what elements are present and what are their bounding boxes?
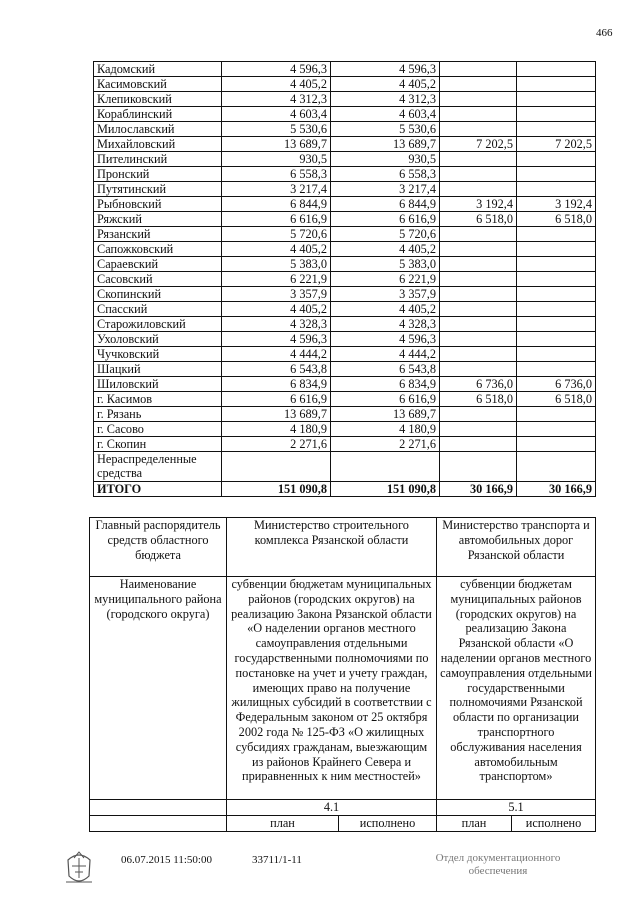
table-row (94, 437, 596, 452)
amount-v3 (440, 182, 517, 197)
amount-v2: 4 312,3 (331, 92, 440, 107)
amount-v3 (440, 407, 517, 422)
page-number: 466 (596, 27, 613, 39)
total-value-1: 151 090,8 (222, 482, 331, 497)
amount-v2: 6 844,9 (331, 197, 440, 212)
amount-v1: 930,5 (222, 152, 331, 167)
amount-v2: 4 603,4 (331, 107, 440, 122)
header-municipality-name: Наименование муниципального района (городского округа) (90, 577, 227, 800)
municipality-name: Путятинский (94, 182, 222, 197)
footer-stamp (418, 852, 578, 878)
amount-v1: 4 312,3 (222, 92, 331, 107)
amount-v3 (440, 422, 517, 437)
table-row (94, 332, 596, 347)
plan-label-2: план (437, 815, 512, 831)
header-ministry-transport: Министерство транспорта и автомобильных дорог Рязанской области (437, 518, 596, 577)
amount-v2: 6 558,3 (331, 167, 440, 182)
municipality-name: Скопинский (94, 287, 222, 302)
table-row (94, 227, 596, 242)
amount-v3 (440, 242, 517, 257)
amount-v3 (440, 437, 517, 452)
amount-v4: 6 518,0 (517, 212, 596, 227)
amount-v3 (440, 152, 517, 167)
amount-v3 (440, 302, 517, 317)
footer-doc-number: 33711/1-11 (252, 854, 302, 866)
total-value-3: 30 166,9 (440, 482, 517, 497)
table-row (94, 392, 596, 407)
table-row (94, 317, 596, 332)
code-4-1: 4.1 (227, 800, 437, 816)
amount-v4 (517, 152, 596, 167)
amount-v4 (517, 182, 596, 197)
amount-v3 (440, 122, 517, 137)
amount-v1: 13 689,7 (222, 137, 331, 152)
table-row (94, 362, 596, 377)
amount-v4 (517, 287, 596, 302)
table-row (94, 182, 596, 197)
amount-v1: 4 596,3 (222, 332, 331, 347)
done-label-2: исполнено (512, 815, 596, 831)
amount-v3 (440, 62, 517, 77)
unallocated-row (94, 452, 596, 482)
total-value-2: 151 090,8 (331, 482, 440, 497)
lower-header-table (89, 517, 596, 832)
amount-v4 (517, 122, 596, 137)
amount-v2: 13 689,7 (331, 407, 440, 422)
plan-label-1: план (227, 815, 339, 831)
header-budget-manager: Главный распорядитель средств областного бюджета (90, 518, 227, 577)
table-row (94, 377, 596, 392)
municipality-name: г. Скопин (94, 437, 222, 452)
table-row (94, 197, 596, 212)
amount-v2: 930,5 (331, 152, 440, 167)
municipality-name: Кадомский (94, 62, 222, 77)
amount-v3 (440, 92, 517, 107)
amount-v2: 6 616,9 (331, 392, 440, 407)
table-row (94, 272, 596, 287)
amount-v3: 6 518,0 (440, 212, 517, 227)
amount-v4 (517, 227, 596, 242)
table-row (94, 122, 596, 137)
header-ministry-construction: Министерство строительного комплекса Рязанской области (227, 518, 437, 577)
amount-v2: 6 221,9 (331, 272, 440, 287)
municipality-name: Шиловский (94, 377, 222, 392)
amount-v4 (517, 257, 596, 272)
amount-v2: 6 616,9 (331, 212, 440, 227)
total-value-4: 30 166,9 (517, 482, 596, 497)
amount-v4 (517, 317, 596, 332)
total-label: ИТОГО (94, 482, 222, 497)
amount-v1: 5 383,0 (222, 257, 331, 272)
municipality-name: Сапожковский (94, 242, 222, 257)
amount-v1: 4 444,2 (222, 347, 331, 362)
amount-v4 (517, 422, 596, 437)
municipality-name: Пителинский (94, 152, 222, 167)
municipality-name: Михайловский (94, 137, 222, 152)
amount-v4 (517, 272, 596, 287)
stamp-line-1: Отдел документационного (435, 852, 561, 864)
amount-v1: 4 405,2 (222, 77, 331, 92)
total-row (94, 482, 596, 497)
amount-v4: 3 192,4 (517, 197, 596, 212)
amount-v1: 2 271,6 (222, 437, 331, 452)
amount-v2: 5 720,6 (331, 227, 440, 242)
municipality-name: Чучковский (94, 347, 222, 362)
municipality-name: Сасовский (94, 272, 222, 287)
amount-v4: 6 736,0 (517, 377, 596, 392)
table-row (94, 167, 596, 182)
table-row (94, 137, 596, 152)
amount-v2: 4 444,2 (331, 347, 440, 362)
amount-v4 (517, 332, 596, 347)
amount-v2: 4 596,3 (331, 332, 440, 347)
code-5-1: 5.1 (437, 800, 596, 816)
amount-v1: 4 405,2 (222, 242, 331, 257)
amount-v4 (517, 242, 596, 257)
table-row (94, 407, 596, 422)
municipality-name: Шацкий (94, 362, 222, 377)
amount-v3 (440, 317, 517, 332)
amount-v1: 5 720,6 (222, 227, 331, 242)
table-row (94, 152, 596, 167)
table-row (94, 242, 596, 257)
amount-v3 (440, 77, 517, 92)
amount-v1: 6 616,9 (222, 392, 331, 407)
amount-v1: 4 328,3 (222, 317, 331, 332)
municipality-name: Милославский (94, 122, 222, 137)
amount-v4 (517, 347, 596, 362)
table-row (94, 92, 596, 107)
coat-of-arms-icon (62, 848, 96, 888)
municipality-name: Пронский (94, 167, 222, 182)
amount-v4 (517, 437, 596, 452)
municipality-name: Сараевский (94, 257, 222, 272)
amount-v2: 4 405,2 (331, 302, 440, 317)
amount-v4 (517, 167, 596, 182)
amount-v2: 4 180,9 (331, 422, 440, 437)
municipality-name: г. Сасово (94, 422, 222, 437)
amount-v4 (517, 302, 596, 317)
municipality-name: Рязанский (94, 227, 222, 242)
municipality-name: Клепиковский (94, 92, 222, 107)
table-row (94, 77, 596, 92)
municipality-name: Рыбновский (94, 197, 222, 212)
amount-v2: 3 217,4 (331, 182, 440, 197)
amount-v4 (517, 107, 596, 122)
amount-v1: 6 543,8 (222, 362, 331, 377)
table-row (94, 287, 596, 302)
amount-v2: 6 543,8 (331, 362, 440, 377)
amount-v4 (517, 62, 596, 77)
amount-v2: 5 530,6 (331, 122, 440, 137)
table-row (94, 107, 596, 122)
amount-v1: 13 689,7 (222, 407, 331, 422)
upper-allocation-table (93, 61, 596, 497)
amount-v1: 6 221,9 (222, 272, 331, 287)
municipality-name: Ухоловский (94, 332, 222, 347)
amount-v1: 4 596,3 (222, 62, 331, 77)
amount-v1: 3 357,9 (222, 287, 331, 302)
done-label-1: исполнено (339, 815, 437, 831)
amount-v3: 6 736,0 (440, 377, 517, 392)
amount-v4 (517, 362, 596, 377)
amount-v3 (440, 167, 517, 182)
municipality-name: Ряжский (94, 212, 222, 227)
table-row (94, 212, 596, 227)
municipality-name: г. Касимов (94, 392, 222, 407)
amount-v1: 6 616,9 (222, 212, 331, 227)
table-row (94, 62, 596, 77)
amount-v2: 3 357,9 (331, 287, 440, 302)
table-row (94, 347, 596, 362)
amount-v3: 6 518,0 (440, 392, 517, 407)
amount-v3 (440, 272, 517, 287)
amount-v4: 6 518,0 (517, 392, 596, 407)
footer-datetime: 06.07.2015 11:50:00 (121, 854, 212, 866)
municipality-name: Спасский (94, 302, 222, 317)
amount-v3 (440, 362, 517, 377)
stamp-line-2: обеспечения (468, 865, 528, 877)
amount-v4: 7 202,5 (517, 137, 596, 152)
amount-v1: 4 180,9 (222, 422, 331, 437)
amount-v2: 13 689,7 (331, 137, 440, 152)
amount-v1: 6 834,9 (222, 377, 331, 392)
header-subsidy-transport: субвенции бюджетам муниципальных районов (городских округов) на реализацию Закона Рязанской области «О наделении органов местного самоуправления отдельными государственными полномочиями Рязанской области по организации транспортного обслуживания населения автомобильным транспортом» (437, 577, 596, 800)
municipality-name: Старожиловский (94, 317, 222, 332)
amount-v1: 5 530,6 (222, 122, 331, 137)
amount-v1: 6 844,9 (222, 197, 331, 212)
amount-v1: 3 217,4 (222, 182, 331, 197)
amount-v1: 4 603,4 (222, 107, 331, 122)
amount-v4 (517, 407, 596, 422)
amount-v3 (440, 257, 517, 272)
municipality-name: г. Рязань (94, 407, 222, 422)
table-row (94, 422, 596, 437)
unallocated-label: Нераспределенные средства (94, 452, 222, 482)
header-subsidy-housing: субвенции бюджетам муниципальных районов (городских округов) на реализацию Закона Рязанской области «О наделении органов местного самоуправления отдельными государственными полномочиями по постановке на учет и учету граждан, имеющих право на получение жилищных субсидий в соответствии с Федеральным законом от 25 октября 2002 года № 125-ФЗ «О жилищных субсидиях гражданам, выезжающим из районов Крайнего Севера и приравненных к ним местностей» (227, 577, 437, 800)
amount-v2: 4 596,3 (331, 62, 440, 77)
amount-v2: 6 834,9 (331, 377, 440, 392)
table-row (94, 302, 596, 317)
amount-v1: 6 558,3 (222, 167, 331, 182)
amount-v2: 4 405,2 (331, 77, 440, 92)
amount-v4 (517, 77, 596, 92)
amount-v2: 5 383,0 (331, 257, 440, 272)
amount-v3 (440, 332, 517, 347)
amount-v3 (440, 107, 517, 122)
amount-v3 (440, 227, 517, 242)
amount-v3 (440, 347, 517, 362)
amount-v3: 7 202,5 (440, 137, 517, 152)
amount-v4 (517, 92, 596, 107)
amount-v3: 3 192,4 (440, 197, 517, 212)
amount-v2: 4 328,3 (331, 317, 440, 332)
table-row (94, 257, 596, 272)
amount-v2: 4 405,2 (331, 242, 440, 257)
amount-v2: 2 271,6 (331, 437, 440, 452)
amount-v3 (440, 287, 517, 302)
municipality-name: Касимовский (94, 77, 222, 92)
amount-v1: 4 405,2 (222, 302, 331, 317)
municipality-name: Кораблинский (94, 107, 222, 122)
